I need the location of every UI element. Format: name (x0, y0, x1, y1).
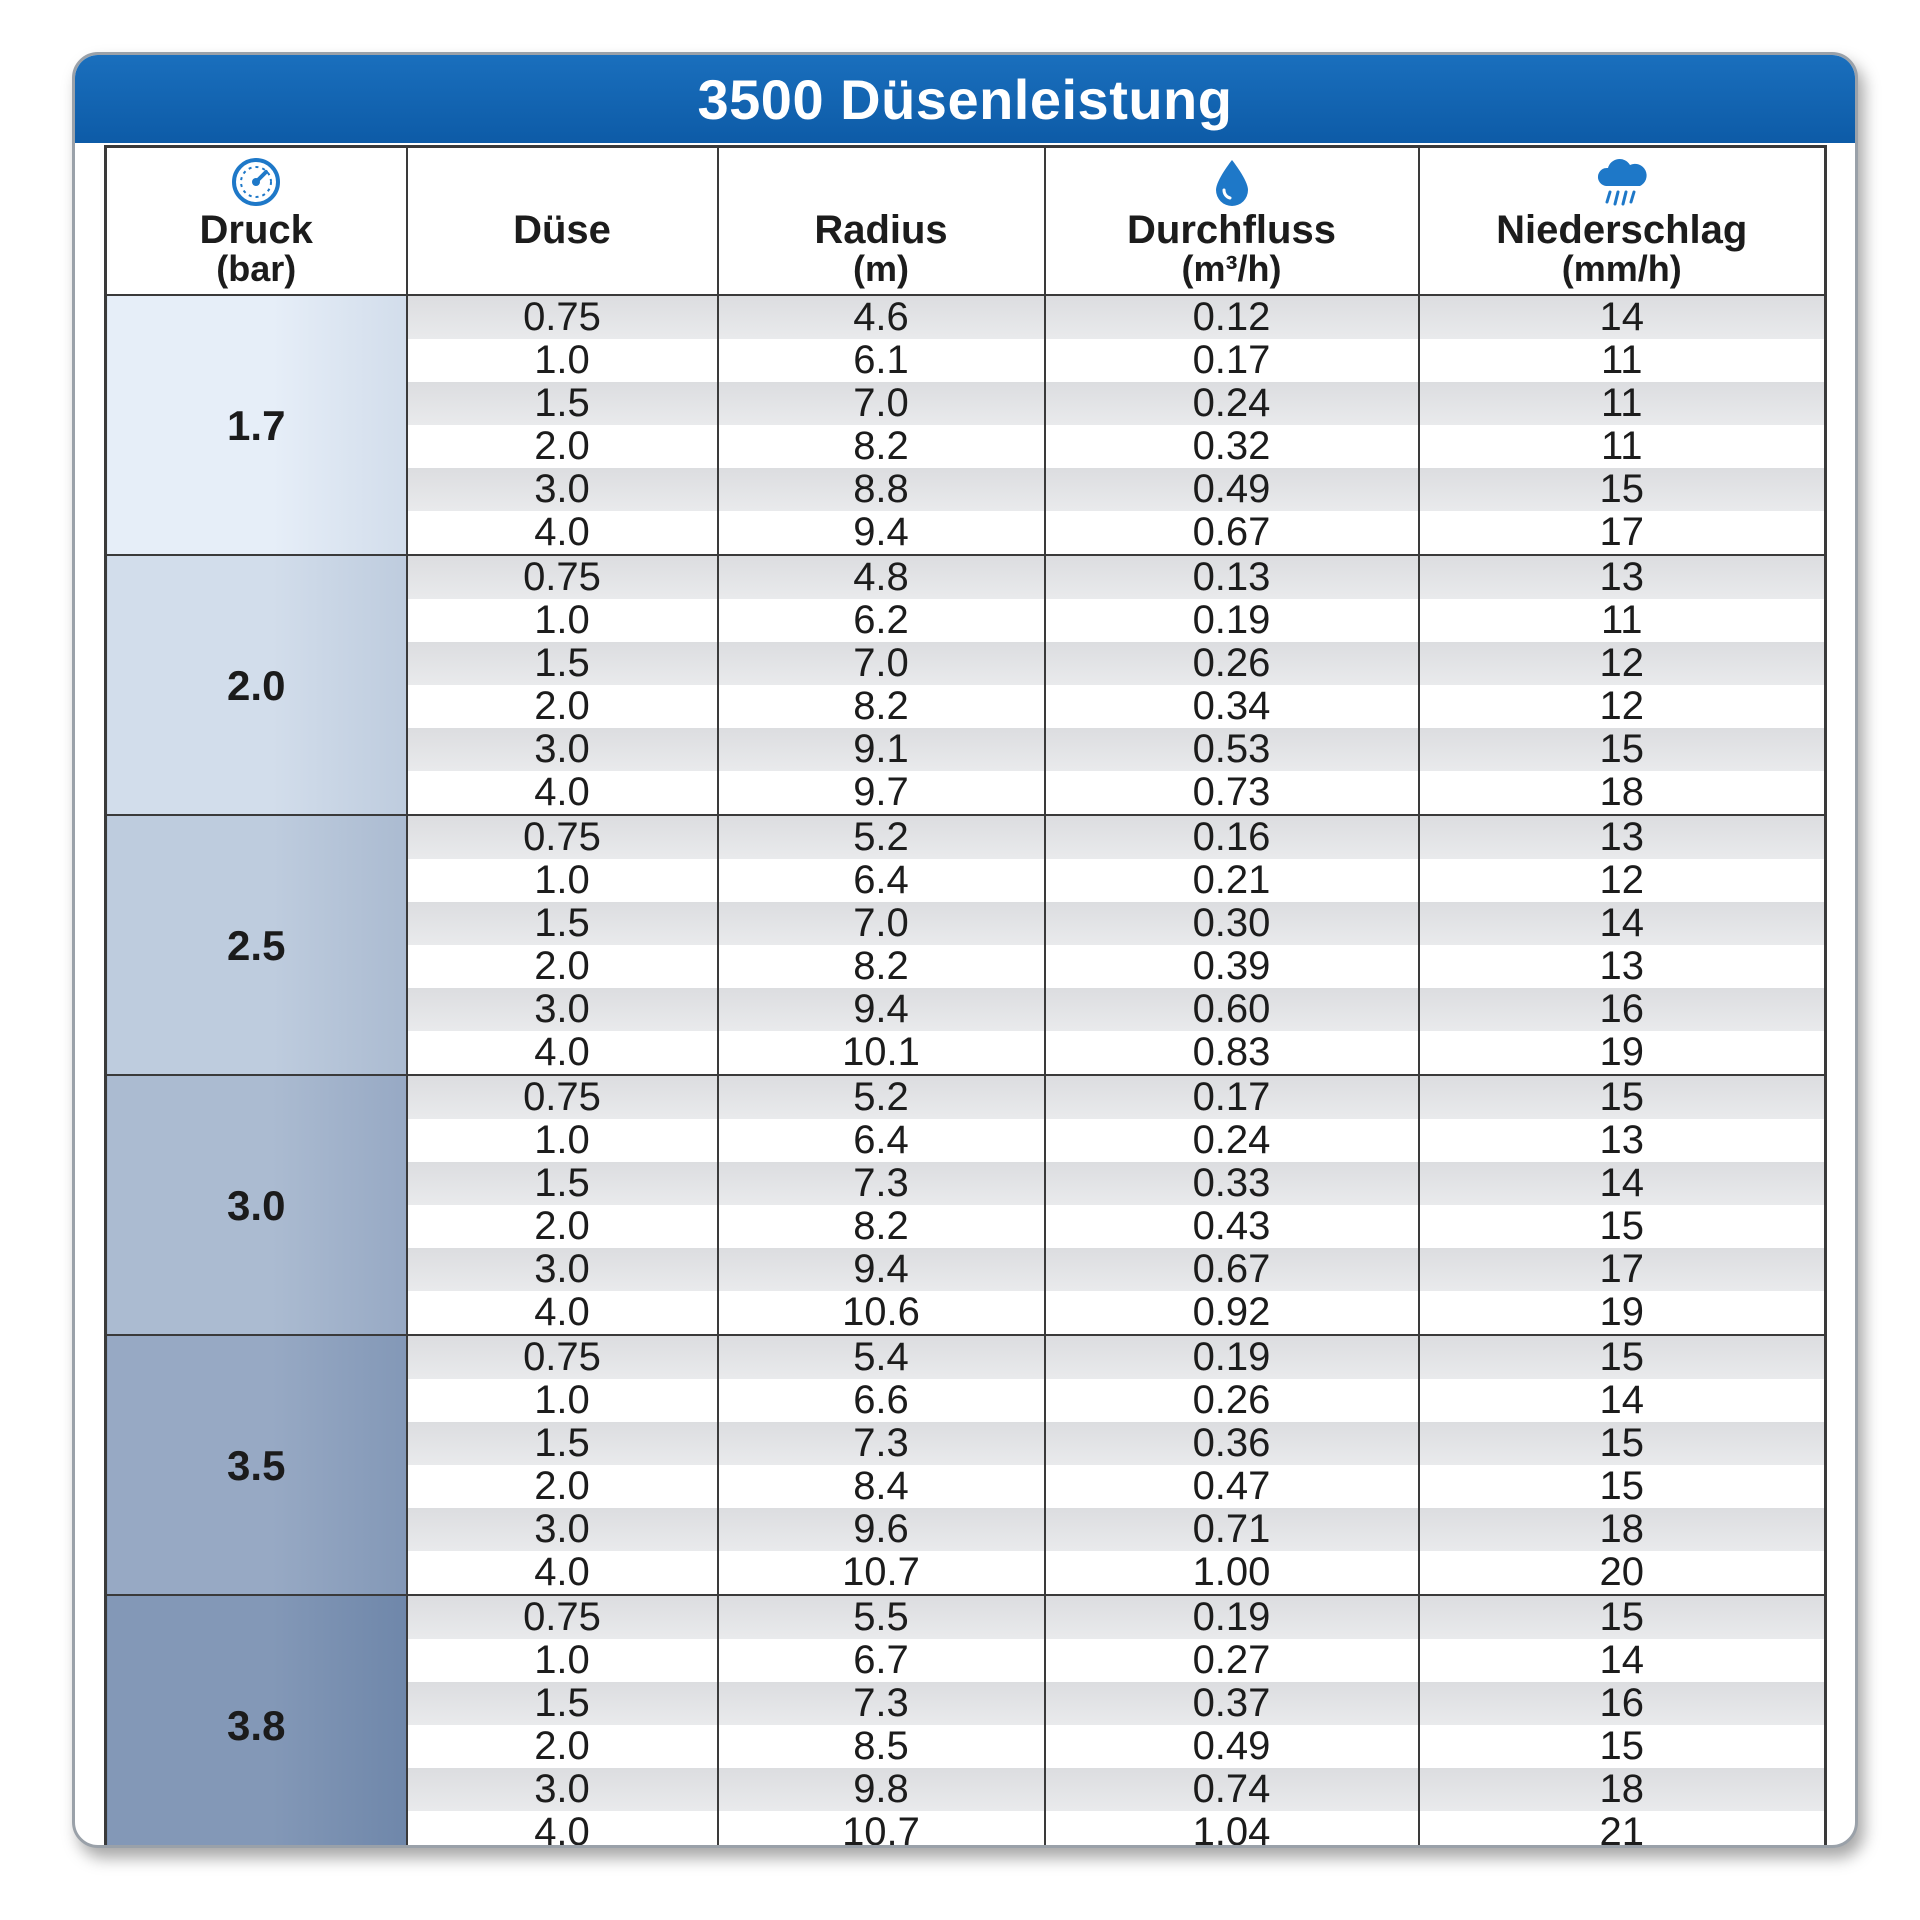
precipitation-cell: 14 (1419, 902, 1826, 945)
pressure-cell: 1.7 (106, 295, 407, 555)
flow-cell: 0.30 (1045, 902, 1419, 945)
precipitation-cell: 11 (1419, 382, 1826, 425)
radius-cell: 8.2 (718, 1205, 1045, 1248)
nozzle-cell: 3.0 (407, 1508, 718, 1551)
radius-cell: 10.7 (718, 1811, 1045, 1848)
radius-cell: 5.2 (718, 1075, 1045, 1119)
nozzle-cell: 2.0 (407, 945, 718, 988)
rain-cloud-icon (1592, 156, 1652, 208)
radius-cell: 4.8 (718, 555, 1045, 599)
precipitation-cell: 19 (1419, 1291, 1826, 1335)
precipitation-cell: 11 (1419, 339, 1826, 382)
radius-cell: 6.1 (718, 339, 1045, 382)
nozzle-cell: 4.0 (407, 1031, 718, 1075)
nozzle-cell: 1.0 (407, 1119, 718, 1162)
gauge-icon (230, 156, 282, 208)
flow-cell: 0.33 (1045, 1162, 1419, 1205)
radius-cell: 5.5 (718, 1595, 1045, 1639)
pressure-cell: 3.5 (106, 1335, 407, 1595)
radius-cell: 7.3 (718, 1422, 1045, 1465)
flow-cell: 0.36 (1045, 1422, 1419, 1465)
nozzle-cell: 1.0 (407, 859, 718, 902)
table-row (106, 1075, 1826, 1119)
nozzle-cell: 1.5 (407, 902, 718, 945)
radius-cell: 9.4 (718, 988, 1045, 1031)
nozzle-cell: 1.0 (407, 1379, 718, 1422)
nozzle-cell: 1.0 (407, 1639, 718, 1682)
nozzle-cell: 0.75 (407, 1595, 718, 1639)
radius-cell: 9.4 (718, 1248, 1045, 1291)
precipitation-cell: 11 (1419, 599, 1826, 642)
nozzle-cell: 1.5 (407, 1162, 718, 1205)
precipitation-cell: 15 (1419, 1465, 1826, 1508)
radius-cell: 5.4 (718, 1335, 1045, 1379)
flow-cell: 0.92 (1045, 1291, 1419, 1335)
radius-cell: 9.8 (718, 1768, 1045, 1811)
flow-cell: 0.19 (1045, 1335, 1419, 1379)
flow-cell: 0.37 (1045, 1682, 1419, 1725)
precipitation-cell: 17 (1419, 511, 1826, 555)
pressure-cell: 3.0 (106, 1075, 407, 1335)
radius-cell: 7.0 (718, 902, 1045, 945)
radius-cell: 8.2 (718, 425, 1045, 468)
precipitation-cell: 14 (1419, 295, 1826, 339)
table-wrapper (104, 145, 1827, 1848)
radius-cell: 5.2 (718, 815, 1045, 859)
header-niederschlag (1419, 147, 1826, 296)
nozzle-cell: 3.0 (407, 728, 718, 771)
flow-cell: 0.16 (1045, 815, 1419, 859)
precipitation-cell: 18 (1419, 1508, 1826, 1551)
precipitation-cell: 15 (1419, 1335, 1826, 1379)
nozzle-cell: 2.0 (407, 1205, 718, 1248)
table-row (106, 295, 1826, 339)
performance-card (72, 52, 1858, 1848)
header-niederschlag-unit: (mm/h) (1561, 248, 1682, 289)
precipitation-cell: 21 (1419, 1811, 1826, 1848)
flow-cell: 0.49 (1045, 1725, 1419, 1768)
flow-cell: 0.24 (1045, 1119, 1419, 1162)
nozzle-cell: 4.0 (407, 771, 718, 815)
nozzle-cell: 2.0 (407, 685, 718, 728)
precipitation-cell: 15 (1419, 1422, 1826, 1465)
flow-cell: 0.34 (1045, 685, 1419, 728)
nozzle-cell: 3.0 (407, 988, 718, 1031)
precipitation-cell: 13 (1419, 945, 1826, 988)
radius-cell: 7.0 (718, 642, 1045, 685)
nozzle-cell: 2.0 (407, 425, 718, 468)
precipitation-cell: 13 (1419, 555, 1826, 599)
precipitation-cell: 18 (1419, 1768, 1826, 1811)
nozzle-cell: 4.0 (407, 1811, 718, 1848)
radius-cell: 8.5 (718, 1725, 1045, 1768)
radius-cell: 9.7 (718, 771, 1045, 815)
precipitation-cell: 12 (1419, 642, 1826, 685)
radius-cell: 6.6 (718, 1379, 1045, 1422)
precipitation-cell: 13 (1419, 1119, 1826, 1162)
precipitation-cell: 13 (1419, 815, 1826, 859)
header-radius-label: Radius (814, 208, 948, 252)
precipitation-cell: 15 (1419, 1075, 1826, 1119)
flow-cell: 0.39 (1045, 945, 1419, 988)
nozzle-cell: 3.0 (407, 1248, 718, 1291)
table-body (106, 295, 1826, 1848)
radius-cell: 10.6 (718, 1291, 1045, 1335)
flow-cell: 1.00 (1045, 1551, 1419, 1595)
header-durchfluss (1045, 147, 1419, 296)
precipitation-cell: 18 (1419, 771, 1826, 815)
flow-cell: 0.67 (1045, 511, 1419, 555)
nozzle-cell: 1.0 (407, 599, 718, 642)
radius-cell: 7.0 (718, 382, 1045, 425)
flow-cell: 0.47 (1045, 1465, 1419, 1508)
radius-cell: 9.6 (718, 1508, 1045, 1551)
nozzle-cell: 4.0 (407, 511, 718, 555)
header-radius (718, 147, 1045, 296)
flow-cell: 0.71 (1045, 1508, 1419, 1551)
flow-cell: 0.21 (1045, 859, 1419, 902)
precipitation-cell: 15 (1419, 1725, 1826, 1768)
nozzle-cell: 1.5 (407, 642, 718, 685)
precipitation-cell: 11 (1419, 425, 1826, 468)
header-radius-unit: (m) (853, 248, 909, 289)
flow-cell: 0.26 (1045, 642, 1419, 685)
radius-cell: 7.3 (718, 1682, 1045, 1725)
table-header (106, 147, 1826, 296)
nozzle-cell: 0.75 (407, 815, 718, 859)
flow-cell: 0.83 (1045, 1031, 1419, 1075)
nozzle-cell: 1.5 (407, 1422, 718, 1465)
flow-cell: 0.13 (1045, 555, 1419, 599)
header-druck-label: Druck (199, 208, 313, 252)
flow-cell: 0.12 (1045, 295, 1419, 339)
precipitation-cell: 15 (1419, 468, 1826, 511)
header-durchfluss-label: Durchfluss (1127, 208, 1336, 252)
nozzle-cell: 0.75 (407, 555, 718, 599)
nozzle-performance-table (104, 145, 1827, 1848)
nozzle-cell: 1.5 (407, 382, 718, 425)
header-durchfluss-unit: (m³/h) (1181, 248, 1282, 289)
pressure-cell: 3.8 (106, 1595, 407, 1848)
flow-cell: 0.60 (1045, 988, 1419, 1031)
table-row (106, 555, 1826, 599)
flow-cell: 0.24 (1045, 382, 1419, 425)
radius-cell: 10.1 (718, 1031, 1045, 1075)
flow-cell: 0.73 (1045, 771, 1419, 815)
radius-cell: 6.2 (718, 599, 1045, 642)
radius-cell: 6.4 (718, 1119, 1045, 1162)
radius-cell: 9.1 (718, 728, 1045, 771)
radius-cell: 9.4 (718, 511, 1045, 555)
table-row (106, 815, 1826, 859)
precipitation-cell: 16 (1419, 1682, 1826, 1725)
precipitation-cell: 14 (1419, 1379, 1826, 1422)
header-row (106, 147, 1826, 296)
nozzle-cell: 1.0 (407, 339, 718, 382)
radius-cell: 8.8 (718, 468, 1045, 511)
nozzle-cell: 0.75 (407, 1075, 718, 1119)
nozzle-cell: 3.0 (407, 1768, 718, 1811)
precipitation-cell: 12 (1419, 685, 1826, 728)
radius-cell: 8.2 (718, 685, 1045, 728)
flow-cell: 0.19 (1045, 1595, 1419, 1639)
precipitation-cell: 12 (1419, 859, 1826, 902)
flow-cell: 0.67 (1045, 1248, 1419, 1291)
radius-cell: 8.4 (718, 1465, 1045, 1508)
nozzle-cell: 3.0 (407, 468, 718, 511)
flow-cell: 0.27 (1045, 1639, 1419, 1682)
header-druck-unit: (bar) (216, 248, 297, 289)
flow-cell: 0.43 (1045, 1205, 1419, 1248)
flow-cell: 0.17 (1045, 339, 1419, 382)
nozzle-cell: 0.75 (407, 295, 718, 339)
precipitation-cell: 14 (1419, 1162, 1826, 1205)
precipitation-cell: 15 (1419, 728, 1826, 771)
precipitation-cell: 20 (1419, 1551, 1826, 1595)
radius-cell: 7.3 (718, 1162, 1045, 1205)
nozzle-cell: 1.5 (407, 1682, 718, 1725)
nozzle-cell: 0.75 (407, 1335, 718, 1379)
radius-cell: 8.2 (718, 945, 1045, 988)
precipitation-cell: 15 (1419, 1595, 1826, 1639)
radius-cell: 6.7 (718, 1639, 1045, 1682)
water-drop-icon (1206, 156, 1258, 208)
flow-cell: 0.26 (1045, 1379, 1419, 1422)
flow-cell: 0.49 (1045, 468, 1419, 511)
pressure-cell: 2.0 (106, 555, 407, 815)
precipitation-cell: 19 (1419, 1031, 1826, 1075)
header-duese (407, 147, 718, 296)
header-duese-label: Düse (513, 208, 611, 252)
flow-cell: 1.04 (1045, 1811, 1419, 1848)
nozzle-cell: 4.0 (407, 1291, 718, 1335)
radius-cell: 6.4 (718, 859, 1045, 902)
flow-cell: 0.32 (1045, 425, 1419, 468)
pressure-cell: 2.5 (106, 815, 407, 1075)
radius-cell: 4.6 (718, 295, 1045, 339)
header-duese-unit (408, 250, 717, 288)
flow-cell: 0.74 (1045, 1768, 1419, 1811)
table-row (106, 1595, 1826, 1639)
flow-cell: 0.53 (1045, 728, 1419, 771)
nozzle-cell: 2.0 (407, 1725, 718, 1768)
table-row (106, 1335, 1826, 1379)
header-niederschlag-label: Niederschlag (1496, 208, 1748, 252)
precipitation-cell: 14 (1419, 1639, 1826, 1682)
header-druck (106, 147, 407, 296)
nozzle-cell: 2.0 (407, 1465, 718, 1508)
radius-cell: 10.7 (718, 1551, 1045, 1595)
precipitation-cell: 17 (1419, 1248, 1826, 1291)
precipitation-cell: 16 (1419, 988, 1826, 1031)
flow-cell: 0.17 (1045, 1075, 1419, 1119)
flow-cell: 0.19 (1045, 599, 1419, 642)
table-title: 3500 Düsenleistung (75, 55, 1855, 143)
nozzle-cell: 4.0 (407, 1551, 718, 1595)
precipitation-cell: 15 (1419, 1205, 1826, 1248)
